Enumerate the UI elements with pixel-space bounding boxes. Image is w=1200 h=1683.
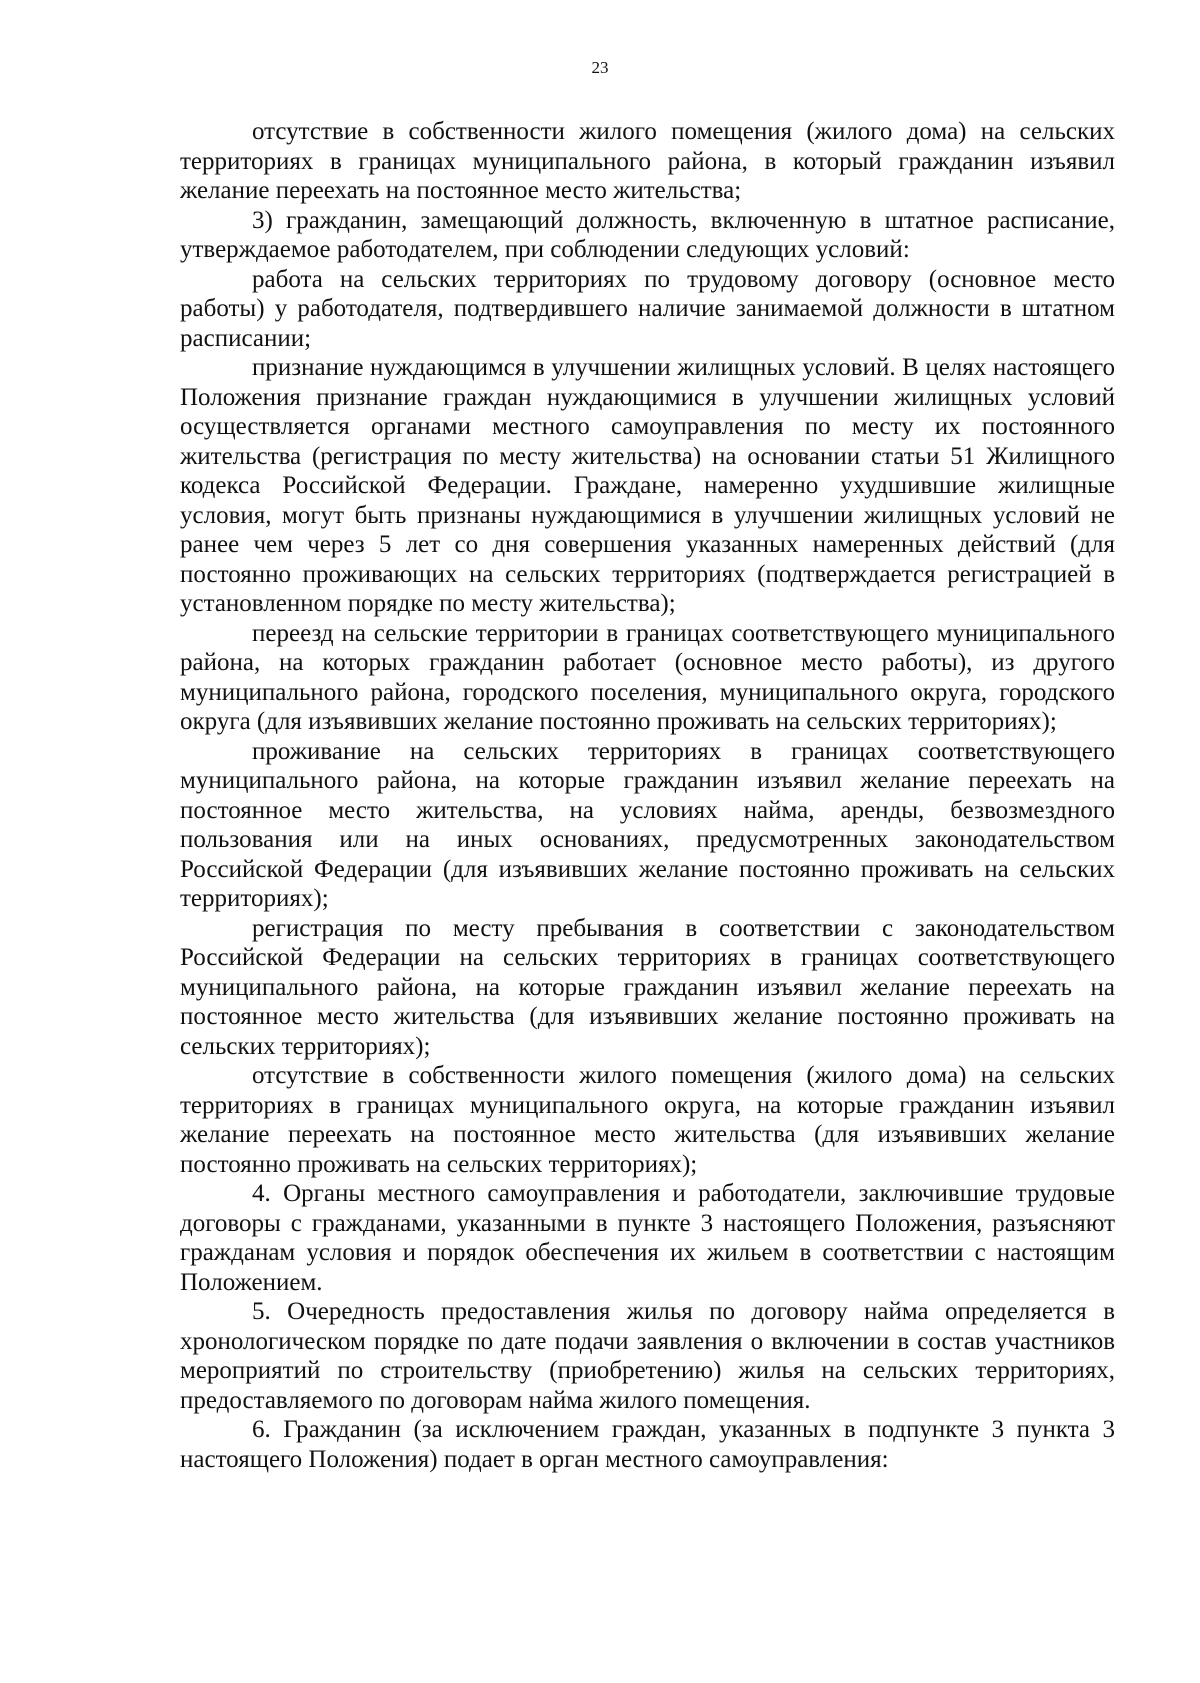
paragraph-relocation: переезд на сельские территории в границах соответствующего муниципального района, на которых гражданин работает (основное место работы), из другого муниципального района, городского поселения, муниципального округа, городского округа (для изъявивших желание постоянно проживать на сельских территориях);: [180, 619, 1115, 735]
paragraph-item-4: 4. Органы местного самоуправления и работодатели, заключившие трудовые договоры с гражданами, указанными в пункте 3 настоящего Положения, разъясняют гражданам условия и порядок обеспечения их жильем в соответствии с настоящим Положением.: [180, 1180, 1115, 1296]
paragraph-no-housing-district: отсутствие в собственности жилого помещения (жилого дома) на сельских территориях в границах муниципального района, в который гражданин изъявил желание переехать на постоянное место жительства;: [180, 118, 1115, 204]
paragraph-registration: регистрация по месту пребывания в соответствии с законодательством Российской Федерации на сельских территориях в границах соответствующего муниципального района, на которые гражданин изъявил желание переехать на постоянное место жительства (для изъявивших желание постоянно проживать на сельских территориях);: [180, 914, 1115, 1060]
paragraph-residence-conditions: проживание на сельских территориях в границах соответствующего муниципального района, на которые гражданин изъявил желание переехать на постоянное место жительства, на условиях найма, аренды, безвозмездного пользования или на иных основаниях, предусмотренных законодательством Российской Федерации (для изъявивших желание постоянно проживать на сельских территориях);: [180, 737, 1115, 912]
paragraph-work-contract: работа на сельских территориях по трудовому договору (основное место работы) у работодателя, подтвердившего наличие занимаемой должности в штатном расписании;: [180, 265, 1115, 352]
document-body: [180, 117, 1115, 1474]
paragraph-no-housing-okrug: отсутствие в собственности жилого помещения (жилого дома) на сельских территориях в границах муниципального округа, на которые гражданин изъявил желание переехать на постоянное место жительства (для изъявивших желание постоянно проживать на сельских территориях);: [180, 1062, 1115, 1178]
paragraph-item-3-employee: 3) гражданин, замещающий должность, включенную в штатное расписание, утверждаемое работодателем, при соблюдении следующих условий:: [180, 206, 1115, 263]
paragraph-item-5: 5. Очередность предоставления жилья по договору найма определяется в хронологическом порядке по дате подачи заявления о включении в состав участников мероприятий по строительству (приобретению) жилья на сельских территориях, предоставляемого по договорам найма жилого помещения.: [180, 1298, 1115, 1414]
paragraph-housing-need: признание нуждающимся в улучшении жилищных условий. В целях настоящего Положения признание граждан нуждающимися в улучшении жилищных условий осуществляется органами местного самоуправления по месту их постоянного жительства (регистрация по месту жительства) на основании статьи 51 Жилищного кодекса Российской Федерации. Граждане, намеренно ухудшившие жилищные условия, могут быть признаны нуждающимися в улучшении жилищных условий не ранее чем через 5 лет со дня совершения указанных намеренных действий (для постоянно проживающих на сельских территориях (подтверждается регистрацией в установленном порядке по месту жительства);: [180, 354, 1115, 617]
paragraph-item-6: 6. Гражданин (за исключением граждан, указанных в подпункте 3 пункта 3 настоящего Положения) подает в орган местного самоуправления:: [180, 1416, 1115, 1473]
page-number: 23: [591, 58, 609, 77]
